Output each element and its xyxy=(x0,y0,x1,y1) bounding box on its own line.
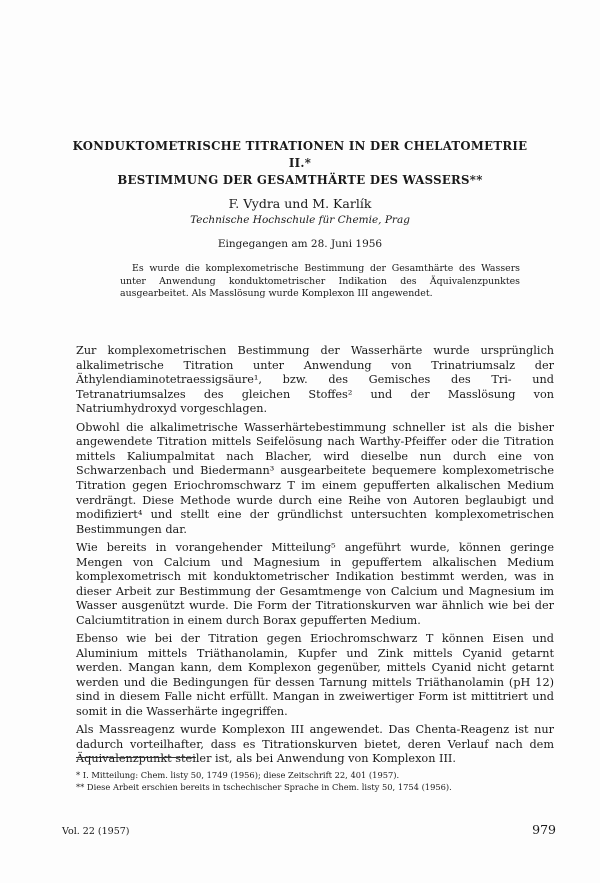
footnotes xyxy=(76,769,554,793)
paragraph: Als Massreagenz wurde Komplexon III angewendet. Das Chenta-Reagenz ist nur dadurch vorteilhafter, dass es Titrationskurven bietet, deren Verlauf nach dem Äquivalenzpunkt steiler ist, als bei Anwendung von Komplexon III. xyxy=(76,723,554,766)
authors: F. Vydra und M. Karlík xyxy=(228,196,372,211)
footnote: ** Diese Arbeit erschien bereits in tschechischer Sprache in Chem. listy 50, 1754 (1956). xyxy=(76,782,452,792)
article-title xyxy=(70,138,530,189)
footnote: * I. Mitteilung: Chem. listy 50, 1749 (1956); diese Zeitschrift 22, 401 (1957). xyxy=(76,770,400,780)
paragraph: Ebenso wie bei der Titration gegen Eriochromschwarz T können Eisen und Aluminium mittels Triäthanolamin, Kupfer und Zink mittels Cyanid getarnt werden. Mangan kann, dem Komplexon gegenüber, mittels Cyanid nicht getarnt werden und die Bedingungen für dessen Tarnung mittels Triäthanolamin (pH 12) sind in diesem Falle nicht erfüllt. Mangan in zweiwertiger Form ist mittitriert und somit in die Wasserhärte ingegriffen. xyxy=(76,632,554,719)
body-text xyxy=(76,344,554,771)
footnote-divider xyxy=(76,757,196,758)
journal-reference: Vol. 22 (1957) xyxy=(62,826,130,837)
title-line-2: BESTIMMUNG DER GESAMTHÄRTE DES WASSERS** xyxy=(117,173,483,187)
title-line-1: KONDUKTOMETRISCHE TITRATIONEN IN DER CHELATOMETRIE II.* xyxy=(72,139,528,170)
affiliation: Technische Hochschule für Chemie, Prag xyxy=(190,214,410,226)
paragraph: Zur komplexometrischen Bestimmung der Wasserhärte wurde ursprünglich alkalimetrische Titration unter Anwendung von Trinatriumsalz der Äthylendiaminotetraessigsäure¹, bzw. des Gemisches des Tri- und Tetranatriumsalzes des gleichen Stoffes² und der Masslösung von Natriumhydroxyd vorgeschlagen. xyxy=(76,344,554,416)
abstract: Es wurde die komplexometrische Bestimmung der Gesamthärte des Wassers unter Anwendung konduktometrischer Indikation des Äquivalenzpunktes ausgearbeitet. Als Masslösung wurde Komplexon III angewendet. xyxy=(120,263,520,299)
page-number: 979 xyxy=(532,822,556,837)
paragraph: Wie bereits in vorangehender Mitteilung⁵ angeführt wurde, können geringe Mengen von Calcium und Magnesium in gepuffertem alkalischen Medium komplexometrisch mit konduktometrischer Indikation bestimmt werden, was in dieser Arbeit zur Bestimmung der Gesamtmenge von Calcium und Magnesium im Wasser ausgenützt wurde. Die Form der Titrationskurven war ähnlich wie bei der Calciumtitration in einem durch Borax gepufferten Medium. xyxy=(76,540,554,627)
paragraph: Obwohl die alkalimetrische Wasserhärtebestimmung schneller ist als die bisher angewendete Titration mittels Seifelösung nach Warthy-Pfeiffer oder die Titration mittels Kaliumpalmitat nach Blacher, wird dieselbe nun durch eine von Schwarzenbach und Biedermann³ ausgearbeitete bequemere komplexometrische Titration gegen Eriochromschwarz T im einem gepufferten alkalischen Medium verdrängt. Diese Methode wurde durch eine Reihe von Autoren beglaubigt und modifiziert⁴ und stellt eine der gründlichst untersuchten komplexometrischen Bestimmungen dar. xyxy=(76,420,554,536)
received-date: Eingegangen am 28. Juni 1956 xyxy=(217,238,383,250)
